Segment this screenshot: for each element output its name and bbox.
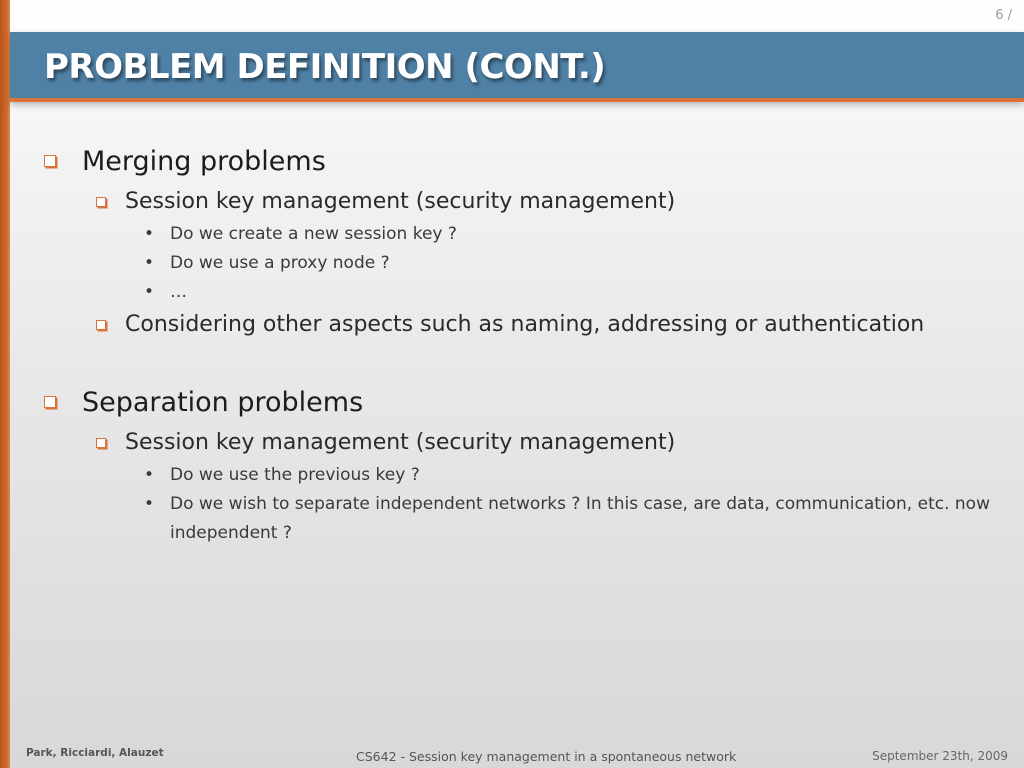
square-bullet-icon bbox=[96, 197, 106, 207]
square-bullet-icon bbox=[44, 155, 56, 167]
bullet-text: Merging problems bbox=[82, 146, 326, 177]
bullet-text: Do we use a proxy node ? bbox=[170, 253, 390, 273]
footer-date: September 23th, 2009 bbox=[872, 749, 1008, 763]
bullet-text: Session key management (security management) bbox=[125, 430, 676, 455]
slide-footer bbox=[10, 744, 1024, 768]
slide-content bbox=[40, 140, 1000, 548]
bullet-level2 bbox=[96, 307, 1000, 343]
dot-bullet-icon: • bbox=[144, 465, 155, 485]
bullet-text: Separation problems bbox=[82, 387, 364, 418]
square-bullet-icon bbox=[44, 396, 56, 408]
bullet-text: Do we use the previous key ? bbox=[170, 465, 420, 485]
dot-bullet-icon: • bbox=[144, 253, 155, 273]
left-accent-bar bbox=[0, 0, 10, 768]
square-bullet-icon bbox=[96, 438, 106, 448]
bullet-level3 bbox=[144, 278, 1000, 307]
bullet-level3 bbox=[144, 220, 1000, 249]
bullet-level3 bbox=[144, 461, 1000, 490]
bullet-level3 bbox=[144, 249, 1000, 278]
title-bar bbox=[10, 32, 1024, 102]
bullet-text: Session key management (security management) bbox=[125, 189, 676, 214]
bullet-text: Do we create a new session key ? bbox=[170, 224, 457, 244]
bullet-level2 bbox=[96, 425, 1000, 461]
bullet-level2 bbox=[96, 184, 1000, 220]
dot-bullet-icon: • bbox=[144, 494, 155, 514]
footer-course: CS642 - Session key management in a spontaneous network bbox=[356, 749, 737, 764]
footer-authors: Park, Ricciardi, Alauzet bbox=[26, 747, 164, 759]
page-number: 6 / bbox=[995, 8, 1012, 23]
bullet-level3 bbox=[144, 490, 1000, 548]
dot-bullet-icon: • bbox=[144, 282, 155, 302]
dot-bullet-icon: • bbox=[144, 224, 155, 244]
slide-title: PROBLEM DEFINITION (CONT.) bbox=[44, 47, 606, 87]
bullet-text: Considering other aspects such as naming, addressing or authentication bbox=[125, 312, 925, 337]
square-bullet-icon bbox=[96, 320, 106, 330]
bullet-text: Do we wish to separate independent networks ? In this case, are data, communication, etc. now independent ? bbox=[170, 494, 990, 543]
bullet-level1 bbox=[44, 381, 1000, 425]
bullet-text: … bbox=[170, 282, 187, 302]
bullet-level1 bbox=[44, 140, 1000, 184]
